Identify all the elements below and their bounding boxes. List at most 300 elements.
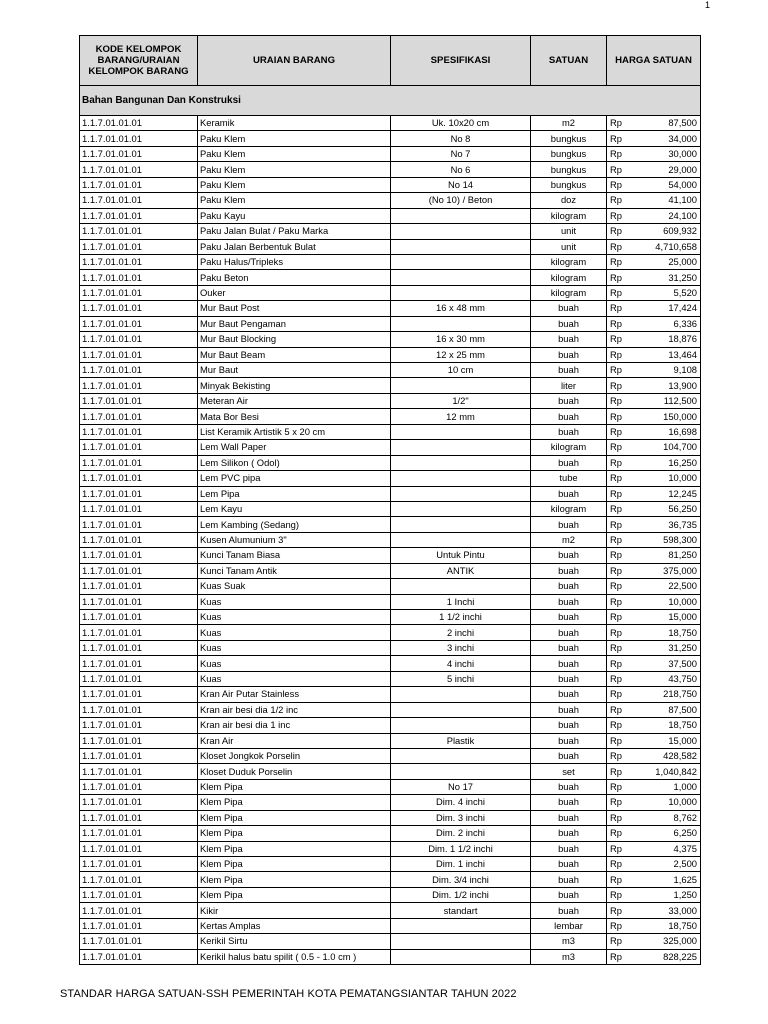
- cell-spesifikasi: [391, 270, 531, 285]
- cell-kode: 1.1.7.01.01.01: [80, 486, 198, 501]
- currency-label: Rp: [610, 487, 622, 499]
- currency-label: Rp: [610, 858, 622, 870]
- cell-satuan: buah: [531, 733, 607, 748]
- price-value: 81,250: [668, 549, 697, 561]
- cell-kode: 1.1.7.01.01.01: [80, 254, 198, 269]
- currency-label: Rp: [610, 781, 622, 793]
- table-row: [80, 748, 701, 763]
- cell-satuan: kilogram: [531, 270, 607, 285]
- cell-harga: [607, 363, 701, 378]
- cell-kode: 1.1.7.01.01.01: [80, 239, 198, 254]
- cell-satuan: doz: [531, 193, 607, 208]
- cell-kode: 1.1.7.01.01.01: [80, 872, 198, 887]
- cell-kode: 1.1.7.01.01.01: [80, 177, 198, 192]
- cell-satuan: buah: [531, 810, 607, 825]
- cell-kode: 1.1.7.01.01.01: [80, 857, 198, 872]
- table-row: [80, 826, 701, 841]
- cell-kode: 1.1.7.01.01.01: [80, 826, 198, 841]
- cell-satuan: lembar: [531, 918, 607, 933]
- cell-harga: [607, 424, 701, 439]
- cell-satuan: buah: [531, 779, 607, 794]
- cell-spesifikasi: [391, 532, 531, 547]
- cell-spesifikasi: [391, 764, 531, 779]
- currency-label: Rp: [610, 410, 622, 422]
- cell-satuan: tube: [531, 471, 607, 486]
- currency-label: Rp: [610, 163, 622, 175]
- cell-harga: [607, 671, 701, 686]
- table-row: [80, 687, 701, 702]
- cell-satuan: buah: [531, 702, 607, 717]
- currency-label: Rp: [610, 240, 622, 252]
- currency-label: Rp: [610, 873, 622, 885]
- table-row: [80, 887, 701, 902]
- cell-harga: [607, 501, 701, 516]
- cell-uraian: Kikir: [198, 903, 391, 918]
- cell-uraian: Kuas: [198, 671, 391, 686]
- table-row: [80, 934, 701, 949]
- price-value: 104,700: [663, 441, 697, 453]
- cell-satuan: bungkus: [531, 146, 607, 161]
- price-value: 1,000: [673, 781, 697, 793]
- cell-uraian: Kunci Tanam Biasa: [198, 548, 391, 563]
- price-value: 41,100: [668, 194, 697, 206]
- table-row: [80, 872, 701, 887]
- currency-label: Rp: [610, 626, 622, 638]
- cell-harga: [607, 301, 701, 316]
- cell-kode: 1.1.7.01.01.01: [80, 131, 198, 146]
- currency-label: Rp: [610, 549, 622, 561]
- table-row: [80, 378, 701, 393]
- table-row: [80, 702, 701, 717]
- cell-uraian: Klem Pipa: [198, 841, 391, 856]
- table-row: [80, 810, 701, 825]
- cell-harga: [607, 254, 701, 269]
- price-value: 598,300: [663, 534, 697, 546]
- cell-spesifikasi: 4 inchi: [391, 656, 531, 671]
- table-row: [80, 285, 701, 300]
- cell-spesifikasi: [391, 208, 531, 223]
- cell-satuan: buah: [531, 826, 607, 841]
- price-value: 10,000: [668, 595, 697, 607]
- table-row: [80, 903, 701, 918]
- cell-spesifikasi: Dim. 3 inchi: [391, 810, 531, 825]
- price-value: 2,500: [673, 858, 697, 870]
- price-value: 10,000: [668, 472, 697, 484]
- cell-harga: [607, 440, 701, 455]
- cell-spesifikasi: Plastik: [391, 733, 531, 748]
- cell-satuan: buah: [531, 332, 607, 347]
- currency-label: Rp: [610, 534, 622, 546]
- cell-kode: 1.1.7.01.01.01: [80, 687, 198, 702]
- header-spesifikasi: SPESIFIKASI: [391, 36, 531, 86]
- table-row: [80, 316, 701, 331]
- cell-uraian: Kuas: [198, 594, 391, 609]
- cell-harga: [607, 517, 701, 532]
- cell-satuan: buah: [531, 486, 607, 501]
- cell-harga: [607, 687, 701, 702]
- currency-label: Rp: [610, 364, 622, 376]
- price-value: 15,000: [668, 734, 697, 746]
- cell-uraian: Klem Pipa: [198, 887, 391, 902]
- table-row: [80, 239, 701, 254]
- price-value: 16,698: [668, 425, 697, 437]
- cell-kode: 1.1.7.01.01.01: [80, 579, 198, 594]
- price-value: 609,932: [663, 225, 697, 237]
- currency-label: Rp: [610, 904, 622, 916]
- price-value: 6,336: [673, 317, 697, 329]
- cell-spesifikasi: 2 inchi: [391, 625, 531, 640]
- cell-harga: [607, 934, 701, 949]
- cell-spesifikasi: No 17: [391, 779, 531, 794]
- cell-spesifikasi: [391, 517, 531, 532]
- price-value: 150,000: [663, 410, 697, 422]
- table-row: [80, 718, 701, 733]
- cell-satuan: buah: [531, 841, 607, 856]
- cell-uraian: Mata Bor Besi: [198, 409, 391, 424]
- price-value: 54,000: [668, 178, 697, 190]
- cell-satuan: buah: [531, 455, 607, 470]
- cell-kode: 1.1.7.01.01.01: [80, 594, 198, 609]
- cell-satuan: kilogram: [531, 440, 607, 455]
- cell-uraian: Keramik: [198, 116, 391, 131]
- cell-uraian: Kuas: [198, 656, 391, 671]
- price-value: 18,750: [668, 919, 697, 931]
- cell-satuan: buah: [531, 409, 607, 424]
- currency-label: Rp: [610, 425, 622, 437]
- price-value: 112,500: [663, 395, 697, 407]
- price-value: 25,000: [668, 256, 697, 268]
- cell-harga: [607, 532, 701, 547]
- cell-uraian: Kerikil Sirtu: [198, 934, 391, 949]
- currency-label: Rp: [610, 657, 622, 669]
- header-harga: HARGA SATUAN: [607, 36, 701, 86]
- table-row: [80, 193, 701, 208]
- currency-label: Rp: [610, 178, 622, 190]
- cell-harga: [607, 764, 701, 779]
- price-value: 325,000: [663, 935, 697, 947]
- cell-satuan: buah: [531, 887, 607, 902]
- currency-label: Rp: [610, 503, 622, 515]
- currency-label: Rp: [610, 132, 622, 144]
- cell-harga: [607, 131, 701, 146]
- cell-harga: [607, 224, 701, 239]
- currency-label: Rp: [610, 302, 622, 314]
- cell-kode: 1.1.7.01.01.01: [80, 949, 198, 964]
- currency-label: Rp: [610, 287, 622, 299]
- cell-satuan: m3: [531, 934, 607, 949]
- cell-harga: [607, 270, 701, 285]
- cell-spesifikasi: No 6: [391, 162, 531, 177]
- cell-kode: 1.1.7.01.01.01: [80, 301, 198, 316]
- cell-spesifikasi: 5 inchi: [391, 671, 531, 686]
- currency-label: Rp: [610, 564, 622, 576]
- cell-uraian: Lem Wall Paper: [198, 440, 391, 455]
- currency-label: Rp: [610, 827, 622, 839]
- cell-uraian: Minyak Bekisting: [198, 378, 391, 393]
- cell-harga: [607, 918, 701, 933]
- cell-kode: 1.1.7.01.01.01: [80, 887, 198, 902]
- cell-spesifikasi: [391, 224, 531, 239]
- cell-harga: [607, 640, 701, 655]
- cell-spesifikasi: [391, 316, 531, 331]
- cell-spesifikasi: Dim. 2 inchi: [391, 826, 531, 841]
- table-row: [80, 594, 701, 609]
- cell-uraian: Klem Pipa: [198, 795, 391, 810]
- table-row: [80, 471, 701, 486]
- cell-kode: 1.1.7.01.01.01: [80, 501, 198, 516]
- cell-satuan: buah: [531, 548, 607, 563]
- cell-spesifikasi: Dim. 1 1/2 inchi: [391, 841, 531, 856]
- cell-kode: 1.1.7.01.01.01: [80, 748, 198, 763]
- cell-uraian: Kloset Duduk Porselin: [198, 764, 391, 779]
- cell-kode: 1.1.7.01.01.01: [80, 393, 198, 408]
- currency-label: Rp: [610, 688, 622, 700]
- table-row: [80, 949, 701, 964]
- cell-kode: 1.1.7.01.01.01: [80, 162, 198, 177]
- cell-uraian: Paku Klem: [198, 146, 391, 161]
- table-row: [80, 424, 701, 439]
- cell-uraian: Kran Air Putar Stainless: [198, 687, 391, 702]
- cell-kode: 1.1.7.01.01.01: [80, 841, 198, 856]
- cell-spesifikasi: [391, 748, 531, 763]
- cell-spesifikasi: [391, 702, 531, 717]
- cell-uraian: Klem Pipa: [198, 857, 391, 872]
- cell-satuan: buah: [531, 393, 607, 408]
- table-row: [80, 332, 701, 347]
- cell-kode: 1.1.7.01.01.01: [80, 455, 198, 470]
- cell-spesifikasi: Untuk Pintu: [391, 548, 531, 563]
- cell-satuan: buah: [531, 301, 607, 316]
- cell-harga: [607, 625, 701, 640]
- table-row: [80, 610, 701, 625]
- currency-label: Rp: [610, 441, 622, 453]
- price-value: 1,250: [673, 889, 697, 901]
- price-value: 15,000: [668, 611, 697, 623]
- cell-uraian: Lem Kambing (Sedang): [198, 517, 391, 532]
- cell-harga: [607, 702, 701, 717]
- cell-satuan: buah: [531, 594, 607, 609]
- cell-uraian: Kran air besi dia 1/2 inc: [198, 702, 391, 717]
- cell-satuan: buah: [531, 424, 607, 439]
- cell-kode: 1.1.7.01.01.01: [80, 718, 198, 733]
- price-value: 218,750: [663, 688, 697, 700]
- cell-spesifikasi: (No 10) / Beton: [391, 193, 531, 208]
- table-row: [80, 116, 701, 131]
- table-row: [80, 409, 701, 424]
- cell-spesifikasi: Dim. 4 inchi: [391, 795, 531, 810]
- price-value: 37,500: [668, 657, 697, 669]
- table-row: [80, 162, 701, 177]
- cell-harga: [607, 826, 701, 841]
- cell-satuan: buah: [531, 718, 607, 733]
- cell-harga: [607, 193, 701, 208]
- table-row: [80, 625, 701, 640]
- cell-harga: [607, 332, 701, 347]
- cell-satuan: bungkus: [531, 131, 607, 146]
- cell-uraian: Kloset Jongkok Porselin: [198, 748, 391, 763]
- cell-uraian: Paku Klem: [198, 162, 391, 177]
- cell-spesifikasi: [391, 440, 531, 455]
- table-row: [80, 301, 701, 316]
- cell-harga: [607, 393, 701, 408]
- cell-kode: 1.1.7.01.01.01: [80, 517, 198, 532]
- price-value: 36,735: [668, 518, 697, 530]
- cell-spesifikasi: 12 mm: [391, 409, 531, 424]
- cell-satuan: buah: [531, 872, 607, 887]
- cell-kode: 1.1.7.01.01.01: [80, 779, 198, 794]
- cell-satuan: buah: [531, 656, 607, 671]
- table-row: [80, 393, 701, 408]
- table-row: [80, 841, 701, 856]
- cell-kode: 1.1.7.01.01.01: [80, 208, 198, 223]
- cell-kode: 1.1.7.01.01.01: [80, 918, 198, 933]
- header-satuan: SATUAN: [531, 36, 607, 86]
- price-value: 87,500: [668, 117, 697, 129]
- price-value: 1,040,842: [655, 765, 697, 777]
- table-row: [80, 579, 701, 594]
- cell-uraian: Kuas: [198, 610, 391, 625]
- cell-harga: [607, 610, 701, 625]
- currency-label: Rp: [610, 395, 622, 407]
- table-row: [80, 640, 701, 655]
- cell-spesifikasi: 16 x 30 mm: [391, 332, 531, 347]
- cell-satuan: buah: [531, 857, 607, 872]
- cell-spesifikasi: [391, 239, 531, 254]
- cell-uraian: Lem Kayu: [198, 501, 391, 516]
- cell-uraian: Lem PVC pipa: [198, 471, 391, 486]
- table-row: [80, 857, 701, 872]
- cell-kode: 1.1.7.01.01.01: [80, 409, 198, 424]
- table-row: [80, 563, 701, 578]
- table-row: [80, 733, 701, 748]
- cell-satuan: kilogram: [531, 254, 607, 269]
- currency-label: Rp: [610, 719, 622, 731]
- cell-spesifikasi: [391, 501, 531, 516]
- price-value: 1,625: [673, 873, 697, 885]
- cell-uraian: Kran Air: [198, 733, 391, 748]
- cell-satuan: buah: [531, 316, 607, 331]
- cell-satuan: buah: [531, 687, 607, 702]
- currency-label: Rp: [610, 950, 622, 962]
- cell-satuan: m2: [531, 116, 607, 131]
- cell-kode: 1.1.7.01.01.01: [80, 440, 198, 455]
- cell-uraian: Paku Klem: [198, 193, 391, 208]
- price-value: 6,250: [673, 827, 697, 839]
- cell-kode: 1.1.7.01.01.01: [80, 671, 198, 686]
- cell-harga: [607, 656, 701, 671]
- cell-uraian: Meteran Air: [198, 393, 391, 408]
- cell-harga: [607, 872, 701, 887]
- cell-uraian: Kerikil halus batu spilit ( 0.5 - 1.0 cm ): [198, 949, 391, 964]
- table-row: [80, 224, 701, 239]
- currency-label: Rp: [610, 935, 622, 947]
- table-row: [80, 501, 701, 516]
- price-value: 56,250: [668, 503, 697, 515]
- currency-label: Rp: [610, 611, 622, 623]
- table-row: [80, 177, 701, 192]
- cell-satuan: bungkus: [531, 162, 607, 177]
- cell-uraian: Klem Pipa: [198, 872, 391, 887]
- table-row: [80, 455, 701, 470]
- cell-harga: [607, 378, 701, 393]
- cell-spesifikasi: ANTIK: [391, 563, 531, 578]
- cell-uraian: Paku Halus/Tripleks: [198, 254, 391, 269]
- cell-kode: 1.1.7.01.01.01: [80, 316, 198, 331]
- price-value: 34,000: [668, 132, 697, 144]
- cell-harga: [607, 795, 701, 810]
- cell-spesifikasi: 12 x 25 mm: [391, 347, 531, 362]
- cell-uraian: Kran air besi dia 1 inc: [198, 718, 391, 733]
- currency-label: Rp: [610, 765, 622, 777]
- cell-uraian: Kusen Alumunium 3": [198, 532, 391, 547]
- cell-satuan: buah: [531, 640, 607, 655]
- price-value: 13,900: [668, 379, 697, 391]
- cell-uraian: Mur Baut: [198, 363, 391, 378]
- table-row: [80, 548, 701, 563]
- currency-label: Rp: [610, 750, 622, 762]
- cell-spesifikasi: No 8: [391, 131, 531, 146]
- cell-harga: [607, 887, 701, 902]
- price-value: 5,520: [673, 287, 697, 299]
- cell-harga: [607, 857, 701, 872]
- document-footer: STANDAR HARGA SATUAN-SSH PEMERINTAH KOTA PEMATANGSIANTAR TAHUN 2022: [60, 988, 517, 1000]
- table-row: [80, 254, 701, 269]
- currency-label: Rp: [610, 209, 622, 221]
- currency-label: Rp: [610, 811, 622, 823]
- cell-satuan: kilogram: [531, 285, 607, 300]
- cell-spesifikasi: 10 cm: [391, 363, 531, 378]
- currency-label: Rp: [610, 796, 622, 808]
- cell-harga: [607, 563, 701, 578]
- header-kode: KODE KELOMPOK BARANG/URAIAN KELOMPOK BARANG: [80, 36, 198, 86]
- cell-kode: 1.1.7.01.01.01: [80, 285, 198, 300]
- table-row: [80, 671, 701, 686]
- cell-uraian: Kertas Amplas: [198, 918, 391, 933]
- table-row: [80, 795, 701, 810]
- cell-harga: [607, 841, 701, 856]
- cell-uraian: Paku Jalan Bulat / Paku Marka: [198, 224, 391, 239]
- cell-harga: [607, 285, 701, 300]
- cell-kode: 1.1.7.01.01.01: [80, 810, 198, 825]
- page-number: 1: [704, 0, 710, 10]
- cell-spesifikasi: [391, 424, 531, 439]
- price-value: 18,750: [668, 626, 697, 638]
- currency-label: Rp: [610, 734, 622, 746]
- currency-label: Rp: [610, 148, 622, 160]
- cell-harga: [607, 116, 701, 131]
- cell-kode: 1.1.7.01.01.01: [80, 116, 198, 131]
- cell-spesifikasi: [391, 486, 531, 501]
- cell-kode: 1.1.7.01.01.01: [80, 764, 198, 779]
- price-value: 24,100: [668, 209, 697, 221]
- cell-satuan: buah: [531, 610, 607, 625]
- price-value: 828,225: [663, 950, 697, 962]
- cell-kode: 1.1.7.01.01.01: [80, 610, 198, 625]
- cell-kode: 1.1.7.01.01.01: [80, 378, 198, 393]
- cell-kode: 1.1.7.01.01.01: [80, 625, 198, 640]
- cell-kode: 1.1.7.01.01.01: [80, 424, 198, 439]
- price-value: 16,250: [668, 456, 697, 468]
- cell-spesifikasi: [391, 949, 531, 964]
- cell-uraian: Klem Pipa: [198, 826, 391, 841]
- currency-label: Rp: [610, 348, 622, 360]
- cell-harga: [607, 949, 701, 964]
- cell-satuan: buah: [531, 563, 607, 578]
- currency-label: Rp: [610, 518, 622, 530]
- cell-satuan: liter: [531, 378, 607, 393]
- cell-satuan: buah: [531, 625, 607, 640]
- cell-kode: 1.1.7.01.01.01: [80, 332, 198, 347]
